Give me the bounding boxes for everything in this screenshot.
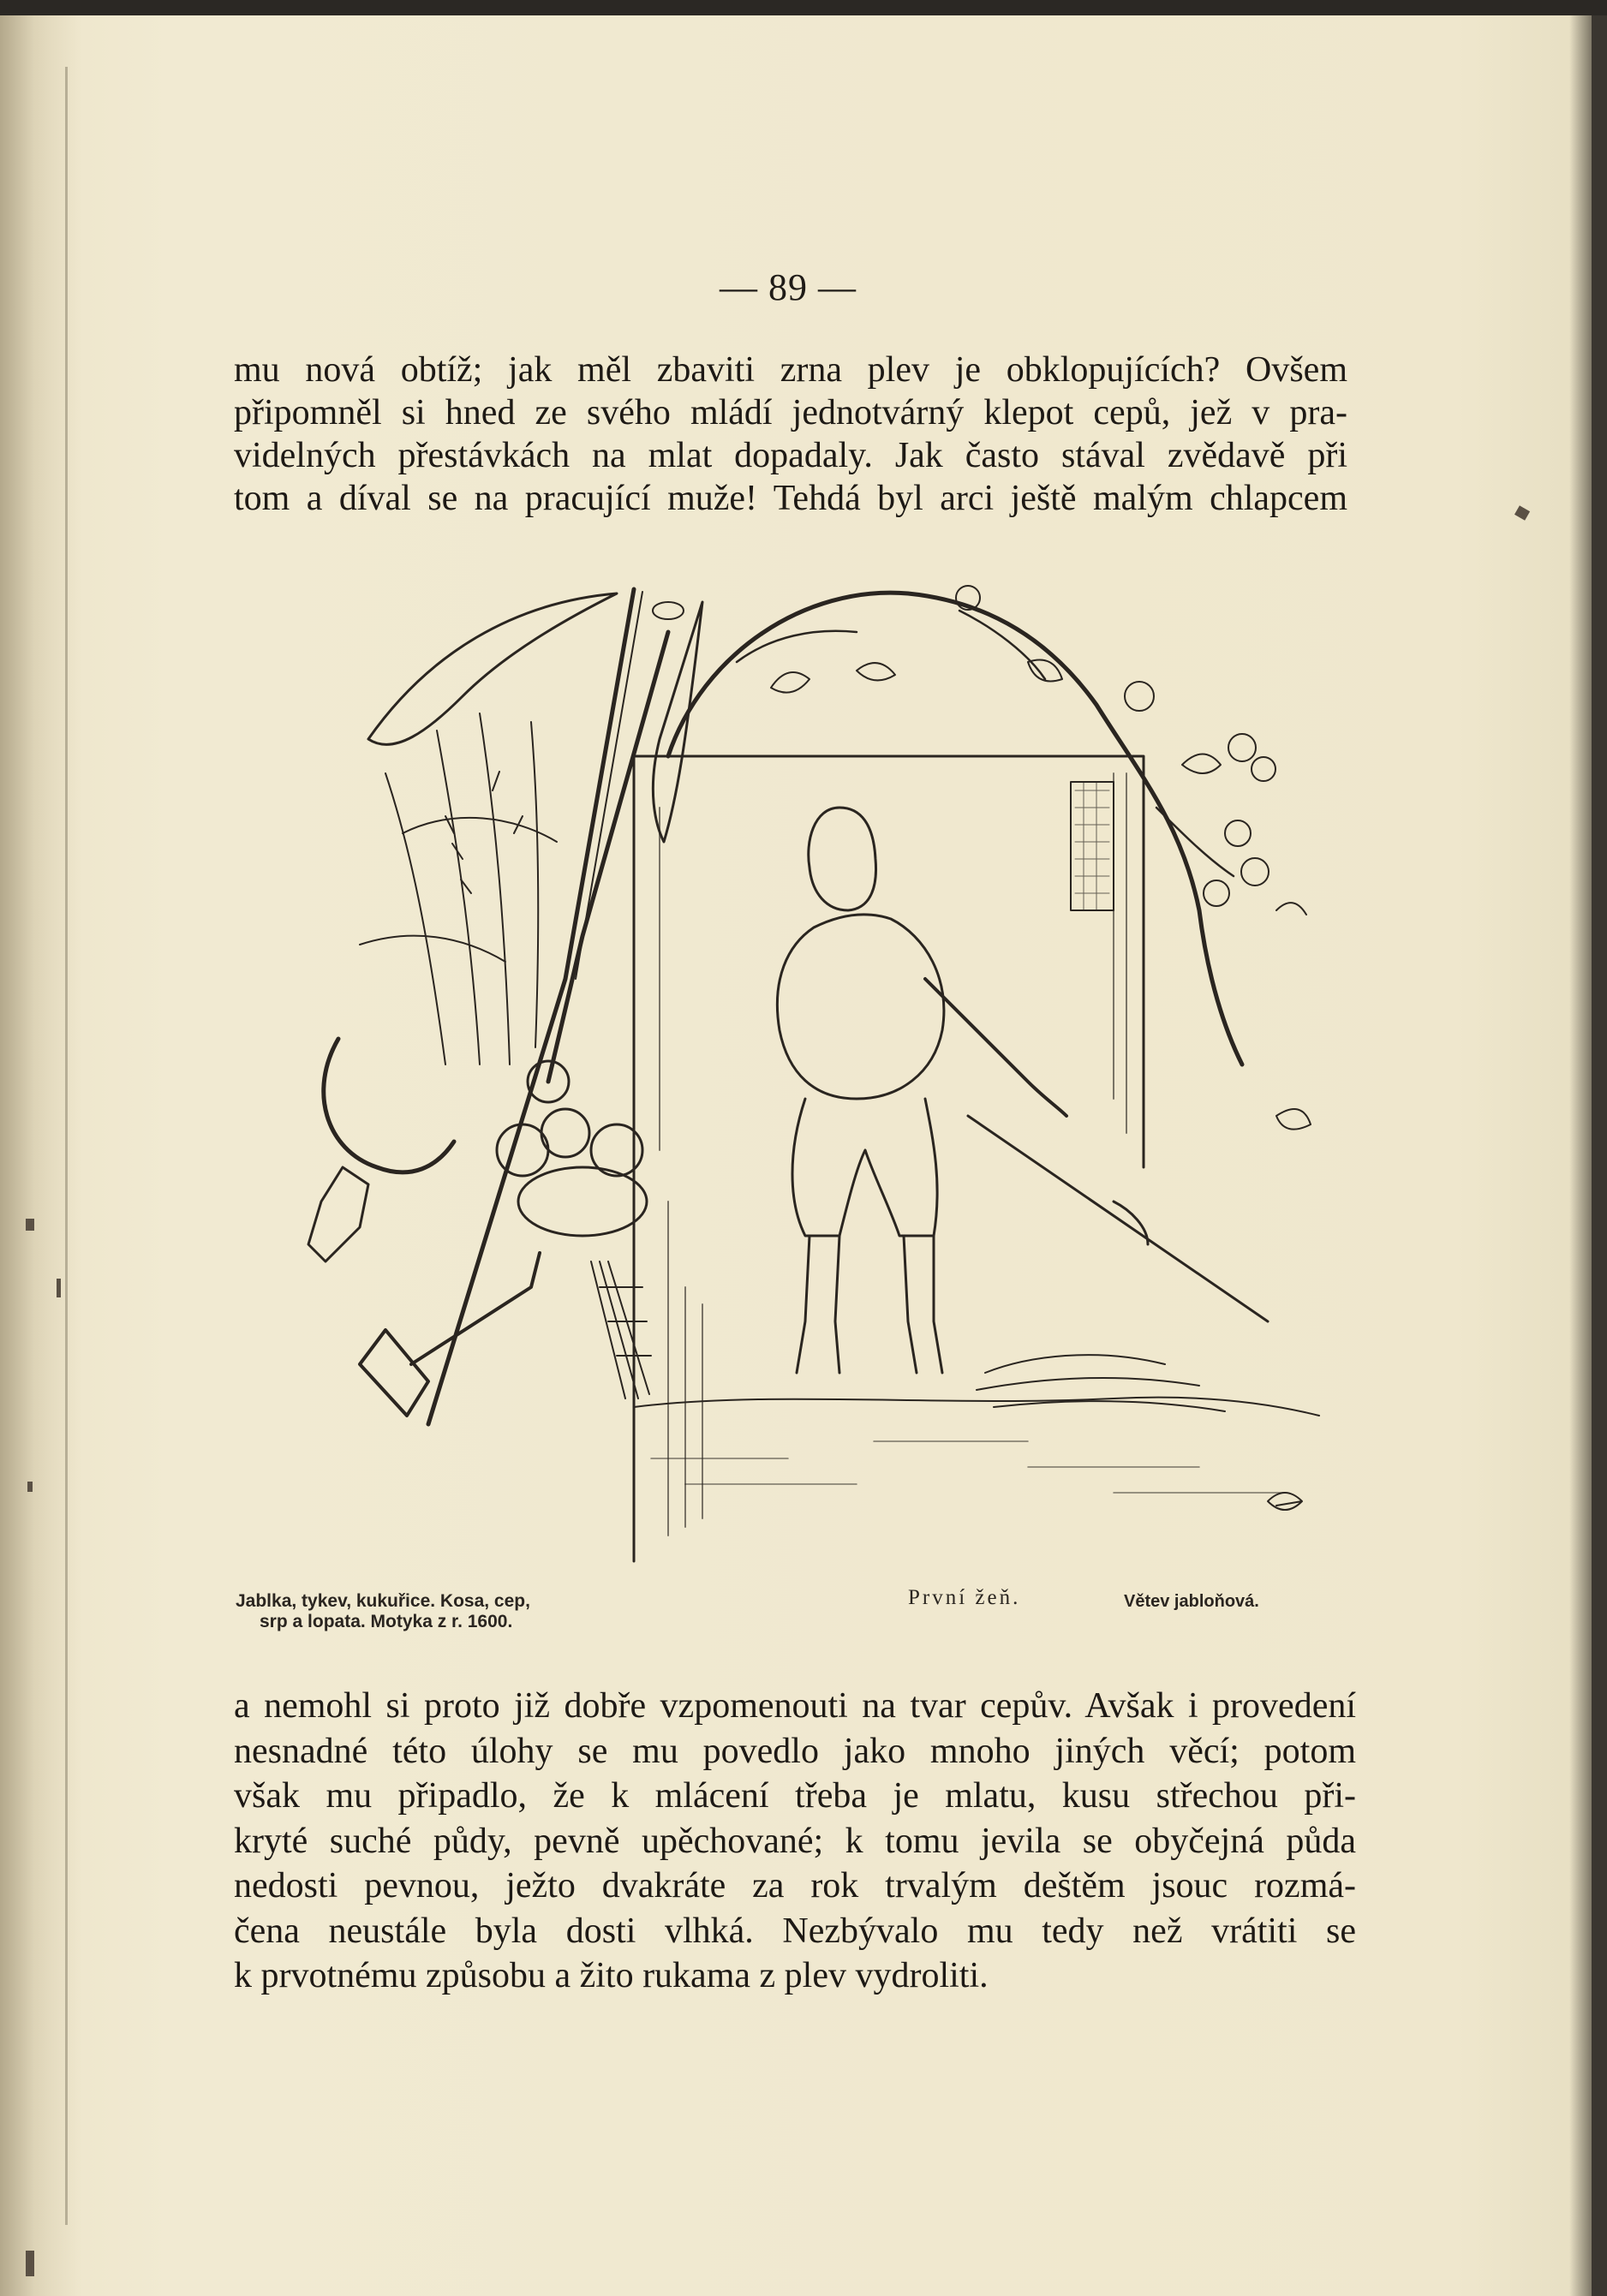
- text-line: videlných přestávkách na mlat dopadaly. Jak často stával zvědavě při: [234, 436, 1347, 475]
- page-gutter-shadow: [0, 15, 81, 2296]
- apple: [1125, 682, 1154, 711]
- paragraph-bottom: [234, 1684, 1356, 1999]
- text-line: nedosti pevnou, ježto dvakráte za rok trvalým deštěm jsouc rozmá-: [234, 1866, 1356, 1905]
- page-number: — 89 —: [720, 266, 857, 308]
- flail-handle: [548, 632, 668, 1082]
- text-line: však mu připadlo, že k mlácení třeba je mlatu, kusu střechou při-: [234, 1776, 1356, 1816]
- paragraph-top: [234, 349, 1347, 520]
- text-line: čena neustále byla dosti vlhká. Nezbývalo mu tedy než vrátiti se: [234, 1911, 1356, 1951]
- caption-left-line: Jablka, tykev, kukuřice. Kosa, cep,: [236, 1591, 530, 1611]
- gate-grate: [1071, 782, 1114, 910]
- hoe: [360, 1253, 540, 1416]
- scythe-blade: [368, 593, 617, 744]
- apple: [1252, 757, 1275, 781]
- trousers: [792, 1099, 937, 1236]
- flail-beater: [653, 602, 702, 842]
- caption-left: [236, 1591, 630, 1632]
- page-right-edge-shadow: [1569, 15, 1592, 2296]
- text-line: nesnadné této úlohy se mu povedlo jako mnoho jiných věcí; potom: [234, 1731, 1356, 1771]
- monogram: [1268, 1493, 1302, 1510]
- arm: [925, 979, 1066, 1116]
- sickle-in-hand: [968, 1116, 1268, 1321]
- wall-shading: [660, 773, 1126, 1536]
- straw-pile: [977, 1355, 1225, 1411]
- apple: [1225, 820, 1251, 846]
- margin-mark: [1514, 505, 1530, 520]
- text-line: mu nová obtíž; jak měl zbaviti zrna plev je obklopujících? Ovšem: [234, 350, 1347, 390]
- corn-cob: [591, 1261, 651, 1398]
- engraving-first-harvest: [257, 551, 1336, 1578]
- sickle: [324, 1039, 454, 1172]
- wheat-sheaf: [360, 713, 557, 1065]
- text-line: a nemohl si proto již dobře vzpomenouti na tvar cepův. Avšak i provedení: [234, 1686, 1356, 1726]
- margin-mark: [27, 1482, 33, 1492]
- wall-outline: [634, 756, 1144, 1561]
- apple: [1241, 858, 1269, 886]
- scythe-snath: [428, 589, 634, 1424]
- gourd: [518, 1167, 647, 1236]
- gutter-fold-line: [65, 67, 68, 2225]
- shirt: [777, 915, 944, 1099]
- shovel: [308, 1167, 368, 1261]
- text-line: připomněl si hned ze svého mládí jednotvárný klepot cepů, jež v pra-: [234, 393, 1347, 432]
- ground-hatching: [651, 1441, 1285, 1493]
- apple-branch: [668, 593, 1242, 1065]
- text-line: kryté suché půdy, pevně upěchované; k tomu jevila se obyčejná půda: [234, 1821, 1356, 1861]
- caption-left-line: srp a lopata. Motyka z r. 1600.: [260, 1612, 513, 1631]
- apple: [1204, 880, 1229, 906]
- margin-mark: [26, 2251, 34, 2276]
- caption-title: První žeň.: [908, 1586, 1021, 1609]
- margin-mark: [26, 1219, 34, 1231]
- apple: [1228, 734, 1256, 761]
- scan-top-border: [0, 0, 1607, 15]
- caption-right: Větev jabloňová.: [1124, 1592, 1259, 1611]
- apple: [541, 1109, 589, 1157]
- margin-mark: [57, 1279, 61, 1297]
- ground: [634, 1398, 1319, 1416]
- legs: [797, 1236, 942, 1373]
- book-page: [0, 15, 1592, 2296]
- text-line: k prvotnému způsobu a žito rukama z plev vydroliti.: [234, 1956, 989, 1995]
- text-line: tom a díval se na pracující muže! Tehdá byl arci ještě malým chlapcem: [234, 479, 1347, 518]
